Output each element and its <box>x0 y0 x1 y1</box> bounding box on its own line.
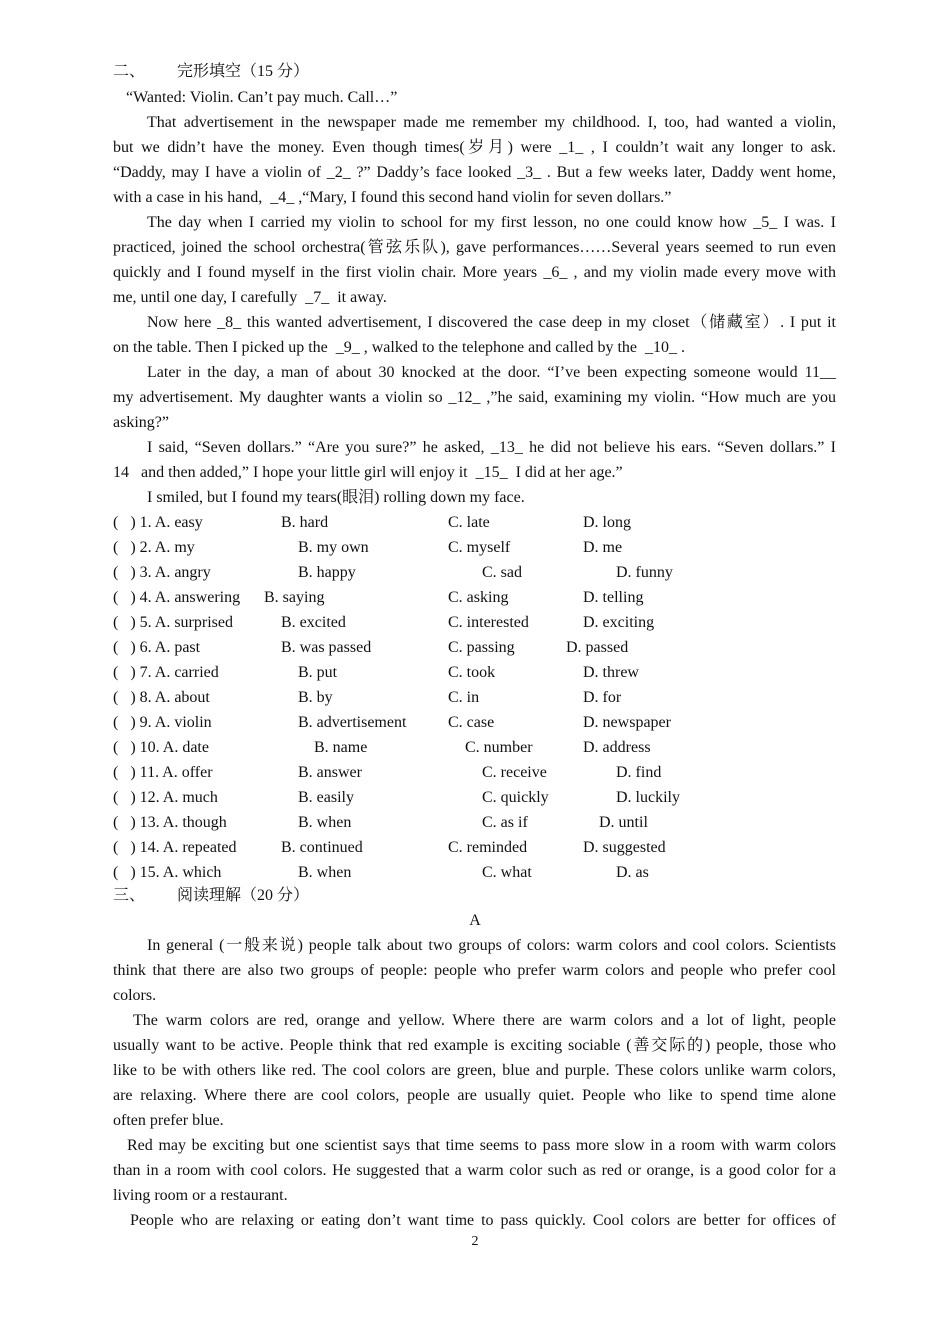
question-15-option-b: B. when <box>298 864 352 881</box>
question-9-option-c: C. case <box>448 714 495 731</box>
passage-line: but we didn’t have the money. Even though times(岁月) were _1_ , I couldn’t wait any longer to ask. <box>113 139 836 156</box>
question-1-option-d: D. long <box>583 514 631 531</box>
question-3-option-c: C. sad <box>482 564 522 581</box>
reading-line: People who are relaxing or eating don’t want time to pass quickly. Cool colors are better for offices of <box>130 1212 836 1229</box>
passage-line: “Daddy, may I have a violin of _2_ ?” Daddy’s face looked _3_ . But a few weeks later, Daddy went home, <box>113 164 836 181</box>
reading-line: like to be with others like red. The cool colors are green, blue and purple. These colors unlike warm colors, <box>113 1062 836 1079</box>
question-2-option-d: D. me <box>583 539 623 556</box>
question-3-option-b: B. happy <box>298 564 356 581</box>
question-13-option-c: C. as if <box>482 814 528 831</box>
question-11-option-b: B. answer <box>298 764 362 781</box>
question-11-option-d: D. find <box>616 764 662 781</box>
question-13-option-b: B. when <box>298 814 352 831</box>
reading-line: usually want to be active. People think that red example is exciting sociable (善交际的) people, those who <box>113 1037 836 1054</box>
question-12-option-d: D. luckily <box>616 789 680 806</box>
question-1-stem: ( ) 1. A. easy <box>113 514 203 531</box>
question-1-option-b: B. hard <box>281 514 329 531</box>
question-8-option-c: C. in <box>448 689 480 706</box>
question-11-option-c: C. receive <box>482 764 547 781</box>
question-5-option-c: C. interested <box>448 614 529 631</box>
question-14-option-c: C. reminded <box>448 839 528 856</box>
section-3-heading: 三、 阅读理解（20 分） <box>113 887 310 904</box>
reading-line: Red may be exciting but one scientist says that time seems to pass more slow in a room with warm colors <box>127 1137 836 1154</box>
question-2-option-b: B. my own <box>298 539 369 556</box>
passage-line: with a case in his hand, _4_ ,“Mary, I found this second hand violin for seven dollars.” <box>113 189 672 206</box>
question-12-option-b: B. easily <box>298 789 354 806</box>
question-6-option-d: D. passed <box>566 639 629 656</box>
question-11-stem: ( ) 11. A. offer <box>113 764 213 781</box>
passage-line: quickly and I found myself in the first violin chair. More years _6_ , and my violin made every move with <box>113 264 836 281</box>
question-7-option-b: B. put <box>298 664 338 681</box>
question-2-stem: ( ) 2. A. my <box>113 539 195 556</box>
passage-label: A <box>469 912 481 929</box>
question-4-option-b: B. saying <box>264 589 325 606</box>
question-6-stem: ( ) 6. A. past <box>113 639 201 656</box>
passage-line: 14 and then added,” I hope your little girl will enjoy it _15_ I did at her age.” <box>113 464 623 481</box>
reading-line: than in a room with cool colors. He suggested that a warm color such as red or orange, is a good color for a <box>113 1162 836 1179</box>
passage-line: my advertisement. My daughter wants a violin so _12_ ,”he said, examining my violin. “How much are you <box>113 389 836 406</box>
reading-line: living room or a restaurant. <box>113 1187 288 1204</box>
passage-line: I smiled, but I found my tears(眼泪) rolling down my face. <box>147 489 525 506</box>
reading-line: often prefer blue. <box>113 1112 224 1129</box>
question-3-option-d: D. funny <box>616 564 673 581</box>
question-10-option-d: D. address <box>583 739 651 756</box>
passage-line: I said, “Seven dollars.” “Are you sure?” he asked, _13_ he did not believe his ears. “Seven dollars.” I <box>147 439 836 456</box>
question-9-stem: ( ) 9. A. violin <box>113 714 212 731</box>
question-12-stem: ( ) 12. A. much <box>113 789 218 806</box>
question-2-option-c: C. myself <box>448 539 511 556</box>
passage-line: Later in the day, a man of about 30 knocked at the door. “I’ve been expecting someone would 11__ <box>147 364 836 381</box>
passage-line: That advertisement in the newspaper made me remember my childhood. I, too, had wanted a violin, <box>147 114 836 131</box>
passage-line: Now here _8_ this wanted advertisement, I discovered the case deep in my closet（储藏室）. I put it <box>147 314 836 331</box>
question-15-option-c: C. what <box>482 864 532 881</box>
question-5-option-d: D. exciting <box>583 614 655 631</box>
question-15-option-d: D. as <box>616 864 649 881</box>
question-12-option-c: C. quickly <box>482 789 549 806</box>
question-13-option-d: D. until <box>599 814 648 831</box>
question-4-option-c: C. asking <box>448 589 509 606</box>
question-13-stem: ( ) 13. A. though <box>113 814 227 831</box>
question-7-option-c: C. took <box>448 664 496 681</box>
reading-line: are relaxing. Where there are cool colors, people are usually quiet. People who like to spend time alone <box>113 1087 836 1104</box>
question-1-option-c: C. late <box>448 514 490 531</box>
reading-line: The warm colors are red, orange and yellow. Where there are warm colors and a lot of light, people <box>133 1012 836 1029</box>
question-7-option-d: D. threw <box>583 664 639 681</box>
question-3-stem: ( ) 3. A. angry <box>113 564 211 581</box>
question-14-stem: ( ) 14. A. repeated <box>113 839 237 856</box>
question-5-option-b: B. excited <box>281 614 346 631</box>
question-8-stem: ( ) 8. A. about <box>113 689 210 706</box>
question-8-option-d: D. for <box>583 689 622 706</box>
question-6-option-c: C. passing <box>448 639 515 656</box>
reading-line: colors. <box>113 987 157 1004</box>
reading-line: In general (一般来说) people talk about two groups of colors: warm colors and cool colors. Scientists <box>147 937 836 954</box>
question-14-option-b: B. continued <box>281 839 363 856</box>
question-4-stem: ( ) 4. A. answering <box>113 589 241 606</box>
question-10-option-b: B. name <box>314 739 368 756</box>
passage-line: practiced, joined the school orchestra(管弦乐队), gave performances……Several years seemed to run even <box>113 239 836 256</box>
passage-line: on the table. Then I picked up the _9_ , walked to the telephone and called by the _10_ . <box>113 339 685 356</box>
passage-line: “Wanted: Violin. Can’t pay much. Call…” <box>126 89 398 106</box>
reading-line: think that there are also two groups of people: people who prefer warm colors and people who prefer cool <box>113 962 836 979</box>
question-9-option-b: B. advertisement <box>298 714 407 731</box>
question-9-option-d: D. newspaper <box>583 714 671 731</box>
question-7-stem: ( ) 7. A. carried <box>113 664 219 681</box>
question-8-option-b: B. by <box>298 689 333 706</box>
passage-line: asking?” <box>113 414 169 431</box>
page-number: 2 <box>471 1234 479 1249</box>
passage-line: The day when I carried my violin to school for my first lesson, no one could know how _5_ I was. I <box>147 214 836 231</box>
question-14-option-d: D. suggested <box>583 839 666 856</box>
section-2-heading: 二、 完形填空（15 分） <box>113 63 310 80</box>
question-6-option-b: B. was passed <box>281 639 372 656</box>
question-10-option-c: C. number <box>465 739 533 756</box>
passage-line: me, until one day, I carefully _7_ it away. <box>113 289 387 306</box>
question-15-stem: ( ) 15. A. which <box>113 864 222 881</box>
question-5-stem: ( ) 5. A. surprised <box>113 614 233 631</box>
question-4-option-d: D. telling <box>583 589 644 606</box>
question-10-stem: ( ) 10. A. date <box>113 739 209 756</box>
